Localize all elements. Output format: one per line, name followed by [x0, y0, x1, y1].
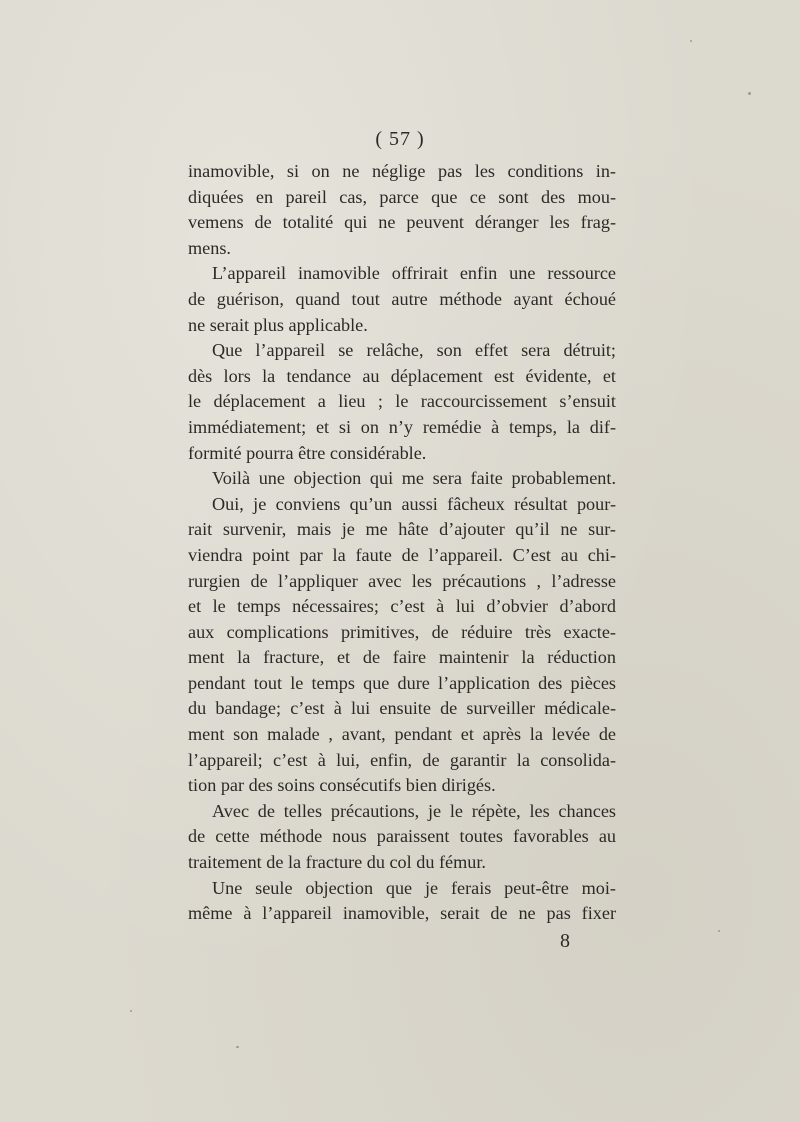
text-line: formité pourra être considérable. — [188, 442, 427, 463]
paper-speck — [718, 930, 720, 932]
paper-speck — [130, 1010, 132, 1012]
text-line: rurgien de l’appliquer avec les précautions , l’adresse — [188, 570, 616, 591]
text-line: de guérison, quand tout autre méthode ayant échoué — [188, 288, 616, 309]
text-line: L’appareil inamovible offrirait enfin une ressource — [212, 263, 616, 284]
text-line: tion par des soins consécutifs bien dirigés. — [188, 775, 496, 796]
paper-speck — [748, 92, 751, 95]
text-line: traitement de la fracture du col du fémur. — [188, 852, 486, 873]
signature-mark: 8 — [560, 930, 570, 952]
text-line: aux complications primitives, de réduire très exacte- — [188, 621, 616, 642]
text-line: ment son malade , avant, pendant et après la levée de — [188, 724, 616, 745]
page-number: ( 57 ) — [375, 128, 425, 150]
text-line: ment la fracture, et de faire maintenir la réduction — [188, 647, 616, 668]
text-line: de cette méthode nous paraissent toutes favorables au — [188, 826, 616, 847]
text-line: pendant tout le temps que dure l’application des pièces — [188, 672, 616, 693]
text-line: immédiatement; et si on n’y remédie à temps, la dif- — [188, 416, 616, 437]
text-line: viendra point par la faute de l’appareil. C’est au chi- — [188, 544, 616, 565]
text-line: mens. — [188, 237, 231, 258]
body-text — [188, 159, 616, 927]
text-line: dès lors la tendance au déplacement est évidente, et — [188, 365, 616, 386]
paper-speck — [690, 40, 692, 42]
text-line: du bandage; c’est à lui ensuite de surveiller médicale- — [188, 698, 616, 719]
text-line: vemens de totalité qui ne peuvent déranger les frag- — [188, 212, 616, 233]
text-line: ne serait plus applicable. — [188, 314, 368, 335]
text-line: et le temps nécessaires; c’est à lui d’obvier d’abord — [188, 596, 616, 617]
text-line: le déplacement a lieu ; le raccourcissement s’ensuit — [188, 391, 616, 412]
text-line: diquées en pareil cas, parce que ce sont des mou- — [188, 186, 616, 207]
text-line: Oui, je conviens qu’un aussi fâcheux résultat pour- — [212, 493, 616, 514]
text-line: Que l’appareil se relâche, son effet sera détruit; — [212, 340, 616, 361]
paper-speck — [236, 1046, 239, 1048]
text-line: Avec de telles précautions, je le répète, les chances — [212, 800, 616, 821]
text-line: l’appareil; c’est à lui, enfin, de garantir la consolida- — [188, 749, 616, 770]
text-line: Voilà une objection qui me sera faite probablement. — [212, 468, 616, 489]
text-line: Une seule objection que je ferais peut-être moi- — [212, 877, 616, 898]
text-line: même à l’appareil inamovible, serait de ne pas fixer — [188, 903, 616, 924]
text-line: rait survenir, mais je me hâte d’ajouter qu’il ne sur- — [188, 519, 616, 540]
text-line: inamovible, si on ne néglige pas les conditions in- — [188, 161, 616, 181]
